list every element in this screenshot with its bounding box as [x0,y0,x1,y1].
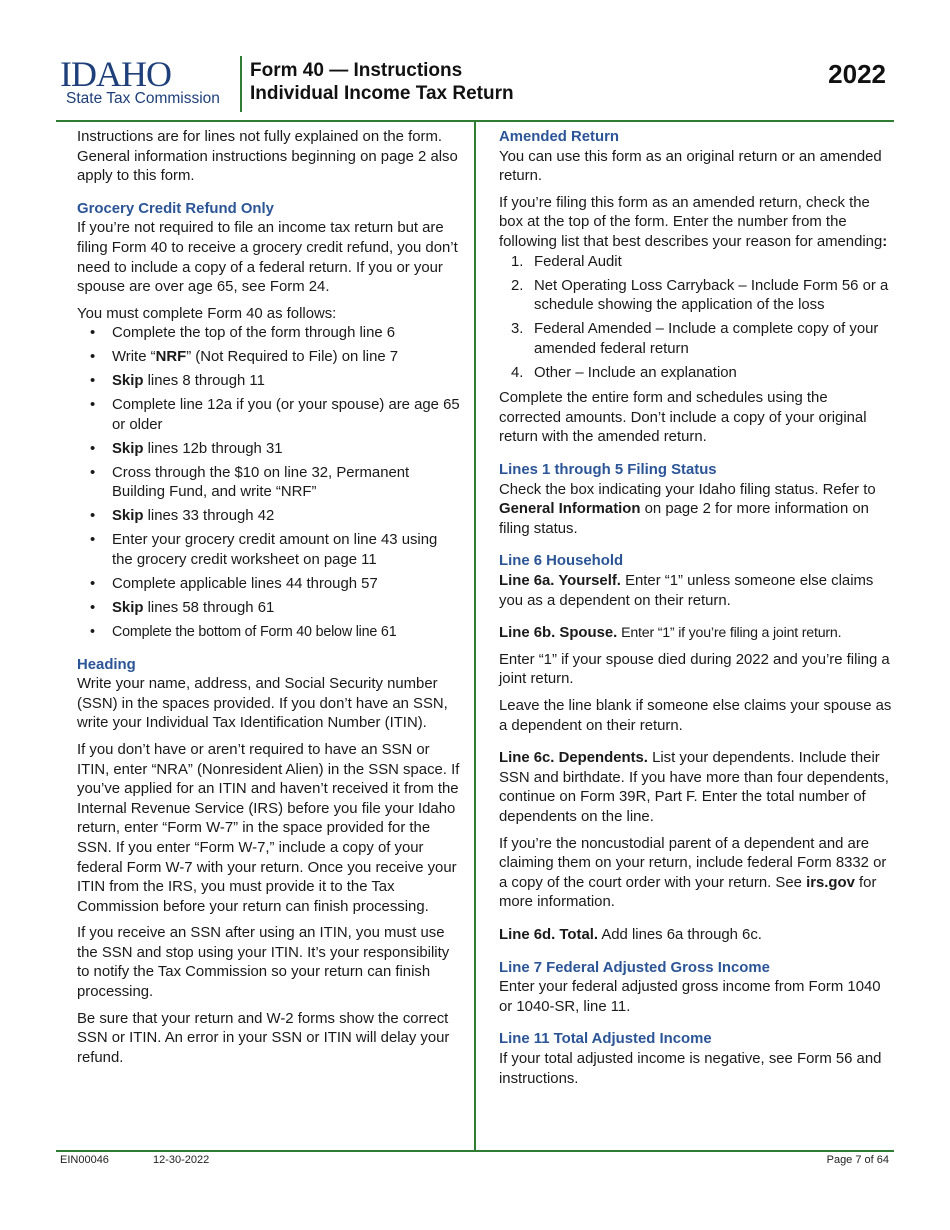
amended-reasons-list [511,253,893,384]
heading-paragraph-4: Be sure that your return and W-2 forms show the correct SSN or ITIN. An error in your SSN or ITIN will delay your refund. [77,1010,450,1066]
line-6c-paragraph: Line 6c. Dependents. List your dependents. Include their SSN and birthdate. If you have more than four dependents, continue on Form 39R, Part F. Enter the total number of dependents on the line. [499,750,889,825]
column-divider [474,121,476,1151]
line-6b-paragraph-2: Enter “1” if your spouse died during 2022 and you’re filing a joint return. [499,651,890,688]
line-7-section [499,959,893,1018]
filing-status-heading: Lines 1 through 5 Filing Status [499,462,717,479]
line-6d-paragraph: Line 6d. Total. Add lines 6a through 6c. [499,926,762,943]
grocery-steps-intro: You must complete Form 40 as follows: [77,305,337,322]
form-title: Form 40 — Instructions [250,60,463,81]
list-item: • Complete the top of the form through line 6 [89,324,460,344]
household-heading: Line 6 Household [499,553,624,570]
line-11-section [499,1030,893,1089]
amended-paragraph-3: Complete the entire form and schedules using the corrected amounts. Don’t include a copy of your original return with the amended return. [499,390,867,446]
line-7-heading: Line 7 Federal Adjusted Gross Income [499,959,770,976]
line-6b-paragraph: Line 6b. Spouse. Enter “1” if you’re filing a joint return. [499,625,842,642]
household-section [499,552,893,945]
heading-paragraph-3: If you receive an SSN after using an ITIN, you must use the SSN and stop using your ITIN. It’s your responsibility to notify the Tax Commission so your return can finish processing. [77,925,450,1001]
line-7-paragraph: Enter your federal adjusted gross income from Form 1040 or 1040-SR, line 11. [499,979,881,1015]
grocery-section [77,200,460,643]
amended-heading: Amended Return [499,129,619,145]
heading-section [77,656,460,1069]
heading-paragraph-2: If you don’t have or aren’t required to have an SSN or ITIN, enter “NRA” (Nonresident Alien) in the SSN space. If you’ve applied for an ITIN and haven’t received it from the Internal Revenue Service (IRS) before you file your Idaho return, enter “Form W-7” in the space provided for the SSN. If you enter “Form W-7,” include a copy of your federal Form W-7 with your return. Once you receive your ITIN from the IRS, you must provide it to the Tax Commission before your return can finish processing. [77,741,460,915]
line-11-paragraph: If your total adjusted income is negative, see Form 56 and instructions. [499,1050,882,1087]
list-item: • Complete applicable lines 44 through 57 [89,575,460,595]
intro-paragraph: Instructions are for lines not fully explained on the form. General information instructions beginning on page 2 also apply to this form. [77,129,458,185]
list-item: • Skip lines 8 through 11 [89,372,460,392]
line-11-heading: Line 11 Total Adjusted Income [499,1031,712,1048]
amended-paragraph-2: If you’re filing this form as an amended return, check the box at the top of the form. Enter the number from the following list that best describes your reason for amending: [499,194,888,250]
bottom-rule [56,1150,894,1152]
left-column [77,128,460,1075]
form-subtitle: Individual Income Tax Return [250,83,514,104]
idaho-logo [56,54,238,112]
grocery-paragraph: If you’re not required to file an income tax return but are filing Form 40 to receive a grocery credit refund, you don’t need to include a copy of a federal return. If you or your spouse are over age 65, see Form 24. [77,220,458,296]
header-divider [240,56,242,112]
filing-status-section [499,461,893,539]
list-item: • Enter your grocery credit amount on line 43 using the grocery credit worksheet on page 11 [89,531,460,570]
list-item: 1. Federal Audit [511,253,622,270]
heading-heading: Heading [77,656,136,673]
amended-paragraph-1: You can use this form as an original return or an amended return. [499,148,882,185]
footer-form-id: EIN00046 [60,1154,109,1166]
grocery-heading: Grocery Credit Refund Only [77,200,274,217]
footer-page-number: Page 7 of 64 [826,1154,889,1166]
amended-section [499,128,893,448]
filing-status-paragraph: Check the box indicating your Idaho filing status. Refer to General Information on page 2 for more information on filing status. [499,481,876,537]
list-item: 2. Net Operating Loss Carryback – Include Form 56 or a schedule showing the application of the loss [511,277,889,314]
list-item: • Skip lines 12b through 31 [89,440,460,460]
form-year: 2022 [828,59,886,89]
list-item: 4. Other – Include an explanation [511,364,737,381]
list-item: • Skip lines 58 through 61 [89,599,460,619]
list-item: • Complete the bottom of Form 40 below line 61 [89,623,460,643]
page-header [56,54,894,120]
logo-subtitle: State Tax Commission [66,90,220,107]
line-6a-paragraph: Line 6a. Yourself. Enter “1” unless someone else claims you as a dependent on their return. [499,573,874,609]
line-6c-paragraph-2: If you’re the noncustodial parent of a dependent and are claiming them on your return, include federal Form 8332 or a copy of the court order with your return. See irs.gov for more information. [499,835,887,911]
footer-date: 12-30-2022 [153,1154,210,1166]
list-item: 3. Federal Amended – Include a complete copy of your amended federal return [511,321,879,357]
list-item: • Cross through the $10 on line 32, Permanent Building Fund, and write “NRF” [89,464,460,503]
list-item: • Skip lines 33 through 42 [89,507,460,527]
line-6b-paragraph-3: Leave the line blank if someone else claims your spouse as a dependent on their return. [499,698,892,734]
right-column [499,128,893,1096]
logo-wordmark: IDAHO [60,54,171,94]
list-item: • Write “NRF” (Not Required to File) on line 7 [89,348,460,368]
heading-paragraph-1: Write your name, address, and Social Security number (SSN) in the spaces provided. If you don’t have an SSN, write your Individual Tax Identification Number (ITIN). [77,676,448,732]
list-item: • Complete line 12a if you (or your spouse) are age 65 or older [89,396,460,435]
grocery-steps-list [89,324,460,642]
